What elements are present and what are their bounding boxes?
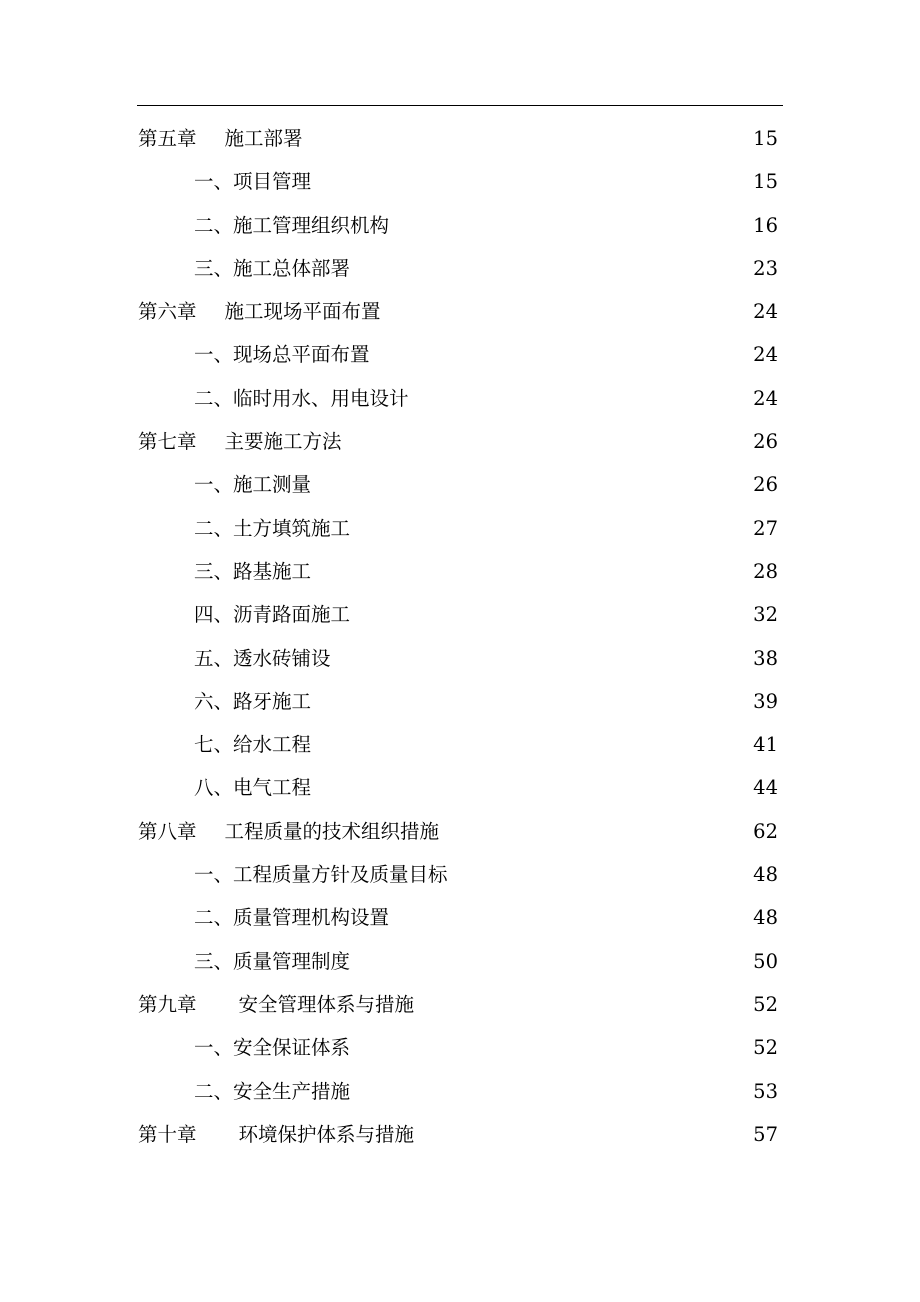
section-title: 三、路基施工 [194,559,312,583]
toc-section[interactable] [138,550,778,593]
section-title: 八、电气工程 [194,776,312,800]
page-number: 53 [753,1079,778,1103]
page-number: 52 [753,992,778,1016]
dot-leader [389,906,753,930]
section-title: 六、路牙施工 [194,689,312,713]
dot-leader [409,386,754,410]
page-number: 50 [753,949,778,973]
page-number: 41 [753,733,778,757]
page-number: 62 [753,819,778,843]
chapter-title: 施工现场平面布置 [224,300,381,324]
page-number: 39 [753,689,778,713]
section-title: 二、土方填筑施工 [194,516,351,540]
toc-section[interactable] [138,507,778,550]
toc-chapter-10[interactable] [138,1113,778,1156]
dot-leader [449,819,753,843]
section-title: 三、质量管理制度 [194,949,351,973]
toc-section[interactable] [138,940,778,983]
table-of-contents [138,117,778,1156]
dot-leader [350,516,753,540]
dot-leader [350,603,753,627]
dot-leader [311,170,753,194]
section-title: 一、项目管理 [194,170,312,194]
toc-section[interactable] [138,247,778,290]
dot-leader [352,429,754,453]
dot-leader [311,732,753,756]
dot-leader [389,213,753,237]
page-number: 57 [753,1122,778,1146]
toc-section[interactable] [138,637,778,680]
dot-leader [448,862,754,886]
toc-chapter-8[interactable] [138,810,778,853]
chapter-title: 安全管理体系与措施 [238,992,415,1016]
chapter-title: 工程质量的技术组织措施 [224,819,440,843]
section-title: 四、沥青路面施工 [194,603,351,627]
dot-leader [350,1036,753,1060]
dot-leader [350,1079,753,1103]
chapter-title: 施工部署 [224,127,303,150]
page-number: 15 [753,127,778,150]
toc-chapter-6[interactable] [138,290,778,333]
dot-leader [311,689,753,713]
toc-section[interactable] [138,853,778,896]
dot-leader [350,256,753,280]
section-title: 一、工程质量方针及质量目标 [194,863,448,887]
chapter-title: 主要施工方法 [224,430,342,454]
page-number: 52 [753,1036,778,1060]
page-number: 15 [753,170,778,194]
page-number: 48 [753,863,778,887]
dot-leader [311,473,753,497]
chapter-number: 第八章 [138,819,197,843]
chapter-number: 第五章 [138,127,197,150]
chapter-title: 环境保护体系与措施 [238,1122,415,1146]
chapter-number: 第九章 [138,992,197,1016]
toc-section[interactable] [138,160,778,203]
page-number: 44 [753,776,778,800]
dot-leader [311,776,753,800]
dot-leader [331,646,754,670]
toc-section[interactable] [138,463,778,506]
page-number: 26 [753,430,778,454]
section-title: 一、现场总平面布置 [194,343,370,367]
header-rule [137,105,783,106]
dot-leader [350,949,753,973]
page-number: 32 [753,603,778,627]
toc-chapter-5[interactable] [138,117,778,160]
page-number: 24 [753,386,778,410]
toc-section[interactable] [138,723,778,766]
toc-chapter-7[interactable] [138,420,778,463]
section-title: 三、施工总体部署 [194,256,351,280]
dot-leader [414,992,753,1016]
toc-section[interactable] [138,333,778,376]
page-number: 27 [753,516,778,540]
section-title: 五、透水砖铺设 [194,646,331,670]
toc-section[interactable] [138,377,778,420]
toc-section[interactable] [138,593,778,636]
section-title: 二、施工管理组织机构 [194,213,390,237]
page-number: 24 [753,300,778,324]
section-title: 一、安全保证体系 [194,1036,351,1060]
chapter-number: 第十章 [138,1122,197,1146]
chapter-number: 第七章 [138,430,197,454]
dot-leader [391,299,754,323]
section-title: 二、临时用水、用电设计 [194,386,409,410]
page-number: 16 [753,213,778,237]
toc-section[interactable] [138,1070,778,1113]
dot-leader [370,343,754,367]
toc-section[interactable] [138,1026,778,1069]
page-number: 26 [753,473,778,497]
chapter-number: 第六章 [138,300,197,324]
toc-section[interactable] [138,204,778,247]
page-number: 48 [753,906,778,930]
page-number: 24 [753,343,778,367]
toc-section[interactable] [138,680,778,723]
toc-section[interactable] [138,896,778,939]
dot-leader [313,126,754,150]
dot-leader [311,559,753,583]
section-title: 七、给水工程 [194,733,312,757]
page-number: 28 [753,559,778,583]
dot-leader [414,1122,753,1146]
section-title: 一、施工测量 [194,473,312,497]
section-title: 二、安全生产措施 [194,1079,351,1103]
page-number: 23 [753,256,778,280]
toc-chapter-9[interactable] [138,983,778,1026]
page-number: 38 [753,646,778,670]
section-title: 二、质量管理机构设置 [194,906,390,930]
toc-section[interactable] [138,766,778,809]
